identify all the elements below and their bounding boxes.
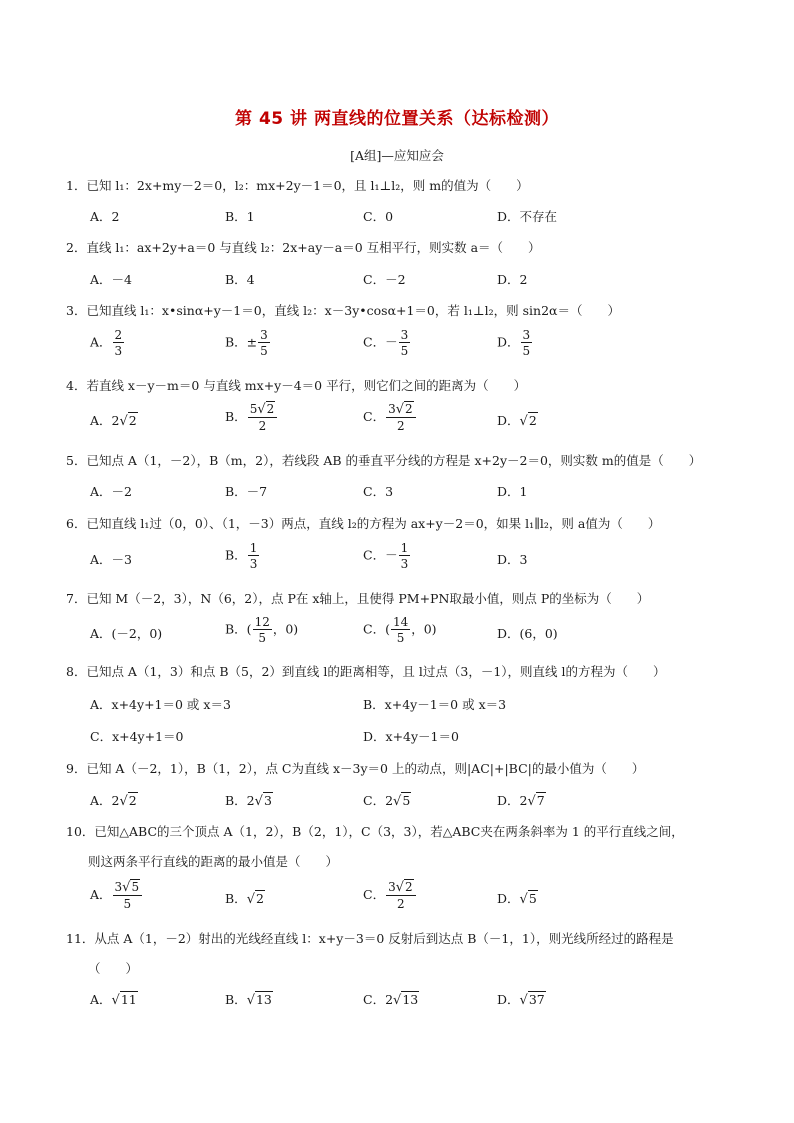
q8-option-a: A．x+4y+1＝0 或 x＝3 xyxy=(90,697,231,712)
radicand: 13 xyxy=(255,992,272,1007)
denominator: 5 xyxy=(260,344,268,358)
coefficient: 3 xyxy=(114,880,123,894)
q11-option-c xyxy=(363,991,419,1010)
denominator: 5 xyxy=(522,344,531,358)
fraction xyxy=(113,329,125,357)
radicand: 5 xyxy=(528,891,537,906)
q7-option-c-label: C．( xyxy=(363,621,390,637)
q2-option-b: B．4 xyxy=(225,272,255,287)
q6-option-d: D．3 xyxy=(497,552,528,567)
question-8: 8．已知点 A（1，3）和点 B（5，2）到直线 l的距离相等，且 l过点（3，－1），则直线 l的方程为（ ） xyxy=(66,664,666,679)
q9-option-a xyxy=(90,792,138,811)
q7-option-a: A．(－2，0) xyxy=(90,626,163,641)
q4-option-d-label: D． xyxy=(497,413,520,428)
radical xyxy=(119,792,137,811)
radical-sign: √ xyxy=(254,794,263,809)
numerator: 3 xyxy=(522,328,531,342)
q7-option-c-tail: ，0) xyxy=(411,621,437,637)
radicand: 3 xyxy=(263,793,272,808)
q4-option-c-label: C． xyxy=(363,409,386,424)
radical-sign: √ xyxy=(246,993,255,1008)
page-title: 第 45 讲 两直线的位置关系（达标检测） xyxy=(235,109,559,129)
radical-sign: √ xyxy=(257,402,266,417)
q4-option-c xyxy=(363,403,417,432)
fraction xyxy=(113,881,143,910)
q11-option-b-label: B． xyxy=(225,992,247,1007)
radicand: 2 xyxy=(128,793,137,808)
denominator: 3 xyxy=(249,557,258,571)
radical xyxy=(247,991,273,1010)
q1-option-b: B．1 xyxy=(225,209,255,224)
q7-option-c xyxy=(363,616,437,644)
q5-option-b: B．－7 xyxy=(225,484,268,499)
q3-option-b xyxy=(225,329,271,357)
q10-option-a xyxy=(90,881,143,910)
q3-option-c-label: C．－ xyxy=(363,334,398,350)
radicand: 5 xyxy=(402,793,411,808)
q3-option-d-label: D． xyxy=(497,334,520,350)
question-10: 10．已知△ABC的三个顶点 A（1，2），B（2，1），C（3，3），若△ABC夹在两条斜率为 1 的平行直线之间， xyxy=(66,824,684,839)
denominator: 2 xyxy=(258,419,267,433)
fraction xyxy=(248,403,278,432)
question-11: 11．从点 A（1，－2）射出的光线经直线 l：x+y－3＝0 反射后到达点 B（－1，1），则光线所经过的路程是 xyxy=(66,931,674,946)
q11-option-d-label: D． xyxy=(497,992,520,1007)
radical-sign: √ xyxy=(122,880,131,895)
radical-sign: √ xyxy=(395,402,405,417)
radical xyxy=(393,991,419,1010)
coefficient: 3 xyxy=(388,880,396,894)
q5-option-a: A．－2 xyxy=(90,484,132,499)
radical-sign: √ xyxy=(395,880,405,895)
numerator xyxy=(248,403,278,418)
fraction xyxy=(253,616,272,644)
radical-sign: √ xyxy=(519,414,528,429)
denominator: 5 xyxy=(258,631,267,645)
q11-option-c-label: C．2 xyxy=(363,992,394,1007)
question-1: 1．已知 l₁：2x+my－2＝0，l₂：mx+2y－1＝0，且 l₁⊥l₂，则 m的值为（ ） xyxy=(66,178,529,193)
fraction xyxy=(386,403,416,432)
question-2: 2．直线 l₁：ax+2y+a＝0 与直线 l₂：2x+ay－a＝0 互相平行，则实数 a＝（ ） xyxy=(66,240,541,255)
q10-option-b-label: B． xyxy=(225,891,247,906)
q7-option-b xyxy=(225,616,298,644)
q4-option-a-label: A．2 xyxy=(90,413,120,428)
fraction xyxy=(399,329,411,357)
question-4: 4．若直线 x－y－m＝0 与直线 mx+y－4＝0 平行，则它们之间的距离为（ ） xyxy=(66,378,527,393)
question-5: 5．已知点 A（1，－2），B（m，2），若线段 AB 的垂直平分线的方程是 x+2y－2＝0，则实数 m的值是（ ） xyxy=(66,453,702,468)
radical-sign: √ xyxy=(519,993,528,1008)
fraction xyxy=(399,542,411,570)
radical-sign: √ xyxy=(393,993,402,1008)
radicand: 37 xyxy=(528,992,545,1007)
denominator: 5 xyxy=(123,897,132,911)
radicand: 7 xyxy=(536,793,545,808)
q9-option-c-label: C．2 xyxy=(363,793,394,808)
q10-option-b xyxy=(225,890,265,909)
denominator: 3 xyxy=(400,557,409,571)
q3-option-d xyxy=(497,329,533,357)
radical xyxy=(396,881,414,894)
denominator: 2 xyxy=(397,897,405,911)
q8-option-d: D．x+4y－1＝0 xyxy=(363,729,459,744)
radical-sign: √ xyxy=(119,794,128,809)
q3-option-c xyxy=(363,329,411,357)
radical xyxy=(255,792,273,811)
q6-option-a: A．－3 xyxy=(90,552,132,567)
numerator xyxy=(386,881,416,896)
radical-sign: √ xyxy=(111,993,120,1008)
numerator: 2 xyxy=(114,328,123,342)
fraction xyxy=(258,329,270,357)
q4-option-b-label: B． xyxy=(225,409,247,424)
radical xyxy=(393,792,411,811)
q1-option-d: D．不存在 xyxy=(497,209,558,224)
q11-option-a xyxy=(90,991,138,1010)
q6-option-c xyxy=(363,542,411,570)
q3-option-b-label: B．± xyxy=(225,334,258,350)
q10-option-a-label: A． xyxy=(90,887,112,902)
section-subtitle: [A组]—应知应会 xyxy=(350,148,444,163)
radicand: 2 xyxy=(266,402,275,416)
radical xyxy=(520,412,538,431)
q1-option-c: C．0 xyxy=(363,209,394,224)
coefficient: 5 xyxy=(249,402,258,416)
q3-option-a-label: A． xyxy=(90,334,112,350)
q7-option-b-tail: ，0) xyxy=(272,621,299,637)
coefficient: 3 xyxy=(388,402,396,416)
fraction xyxy=(521,329,533,357)
radicand: 2 xyxy=(405,402,413,416)
numerator: 14 xyxy=(392,615,409,629)
q9-option-b-label: B．2 xyxy=(225,793,255,808)
radical xyxy=(257,403,275,416)
q4-option-a xyxy=(90,412,138,431)
radicand: 5 xyxy=(131,880,140,894)
question-7: 7．已知 M（－2，3），N（6，2），点 P在 x轴上，且使得 PM+PN取最小值，则点 P的坐标为（ ） xyxy=(66,591,650,606)
q11-option-b xyxy=(225,991,273,1010)
q2-option-c: C．－2 xyxy=(363,272,406,287)
q9-option-d xyxy=(497,792,546,811)
denominator: 5 xyxy=(400,344,409,358)
radical-sign: √ xyxy=(119,414,128,429)
denominator: 3 xyxy=(114,344,123,358)
numerator xyxy=(386,403,416,418)
radical-sign: √ xyxy=(527,794,536,809)
q9-option-c xyxy=(363,792,411,811)
denominator: 2 xyxy=(397,419,405,433)
q6-option-b-label: B． xyxy=(225,547,247,563)
question-6: 6．已知直线 l₁过（0，0）、（1，－3）两点，直线 l₂的方程为 ax+y－2＝0，如果 l₁∥l₂，则 a值为（ ） xyxy=(66,516,661,531)
radical xyxy=(520,890,538,909)
question-10-continued: 则这两条平行直线的距离的最小值是（ ） xyxy=(88,854,339,869)
numerator: 1 xyxy=(249,541,258,555)
q5-option-d: D．1 xyxy=(497,484,528,499)
fraction xyxy=(386,881,416,910)
q8-option-c: C．x+4y+1＝0 xyxy=(90,729,184,744)
denominator: 5 xyxy=(396,631,405,645)
radical-sign: √ xyxy=(393,794,402,809)
radicand: 2 xyxy=(255,891,264,906)
radical xyxy=(112,991,138,1010)
radical xyxy=(247,890,265,909)
fraction xyxy=(248,542,260,570)
q11-option-a-label: A． xyxy=(90,992,112,1007)
radicand: 2 xyxy=(128,413,137,428)
q9-option-b xyxy=(225,792,273,811)
radical-sign: √ xyxy=(246,892,255,907)
radical xyxy=(520,991,546,1010)
numerator: 1 xyxy=(400,541,409,555)
q6-option-c-label: C．－ xyxy=(363,547,398,563)
question-3: 3．已知直线 l₁：x•sinα+y－1＝0，直线 l₂：x－3y•cosα+1＝0，若 l₁⊥l₂，则 sin2α＝（ ） xyxy=(66,303,620,318)
numerator: 3 xyxy=(400,328,409,342)
numerator xyxy=(113,881,143,896)
radicand: 11 xyxy=(120,992,137,1007)
radicand: 2 xyxy=(528,413,537,428)
q1-option-a: A．2 xyxy=(90,209,120,224)
radical xyxy=(119,412,137,431)
q8-option-b: B．x+4y－1＝0 或 x＝3 xyxy=(363,697,507,712)
radicand: 2 xyxy=(405,880,413,894)
q2-option-a: A．－4 xyxy=(90,272,132,287)
q6-option-b xyxy=(225,542,260,570)
q5-option-c: C．3 xyxy=(363,484,394,499)
radical-sign: √ xyxy=(519,892,528,907)
q2-option-d: D．2 xyxy=(497,272,528,287)
radicand: 13 xyxy=(402,992,419,1007)
q10-option-d-label: D． xyxy=(497,891,520,906)
question-9: 9．已知 A（－2，1），B（1，2），点 C为直线 x－3y＝0 上的动点，则|AC|+|BC|的最小值为（ ） xyxy=(66,761,645,776)
q10-option-c-label: C． xyxy=(363,887,386,902)
q9-option-a-label: A．2 xyxy=(90,793,120,808)
q4-option-d xyxy=(497,412,538,431)
numerator: 3 xyxy=(260,328,268,342)
radical xyxy=(396,403,414,416)
numerator: 12 xyxy=(254,615,270,629)
q11-option-d xyxy=(497,991,546,1010)
q7-option-b-label: B．( xyxy=(225,621,252,637)
q4-option-b xyxy=(225,403,278,432)
radical xyxy=(527,792,545,811)
fraction xyxy=(391,616,410,644)
radical xyxy=(122,881,140,894)
q7-option-d: D．(6，0) xyxy=(497,626,558,641)
q3-option-a xyxy=(90,329,125,357)
question-11-continued: （ ） xyxy=(88,961,139,976)
q9-option-d-label: D．2 xyxy=(497,793,528,808)
q10-option-c xyxy=(363,881,417,910)
q10-option-d xyxy=(497,890,538,909)
